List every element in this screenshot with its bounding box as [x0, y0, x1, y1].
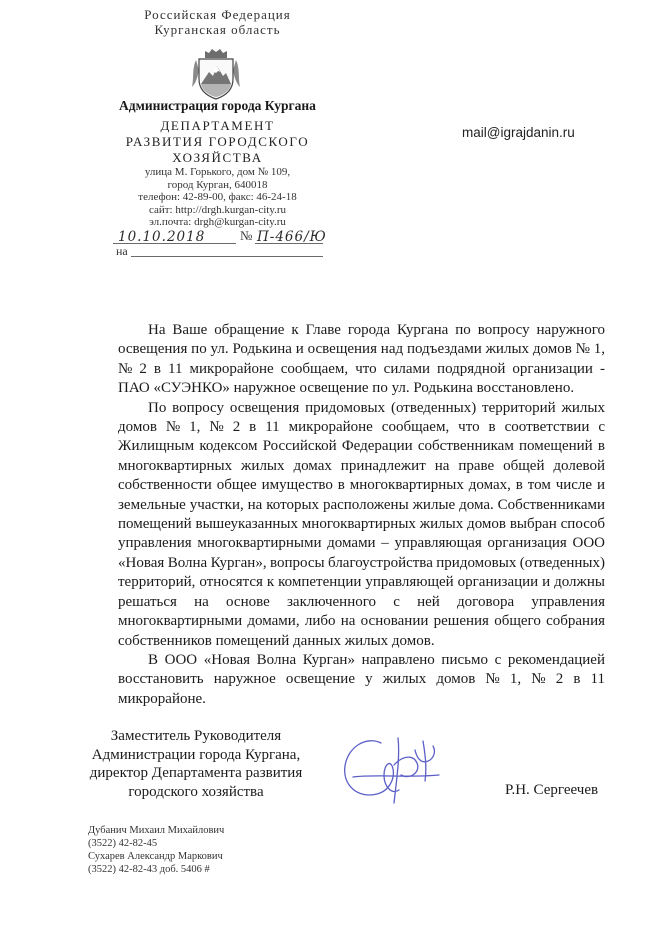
- paragraph-1: [118, 321, 605, 399]
- body-line: территорий, относятся к компетенции управляющей организации и должны: [118, 574, 605, 591]
- contact-site-line: сайт: http://drgh.kurgan-city.ru: [148, 204, 287, 216]
- body-line: собственности общее имущество в многоквартирных домах, в том числе и: [118, 477, 605, 494]
- executor-name: Сухарев Александр Маркович: [88, 851, 223, 862]
- administration-title: Администрация города Кургана: [119, 98, 316, 113]
- handwritten-date: 10.10.2018: [118, 229, 206, 245]
- department-title-line: ХОЗЯЙСТВА: [172, 150, 263, 165]
- signatory-title-line: Администрации города Кургана,: [91, 746, 301, 763]
- executor-contacts: [88, 824, 224, 876]
- body-line: На Ваше обращение к Главе города Кургана по вопросу наружного: [148, 322, 605, 338]
- executor-name: Дубанич Михаил Михайлович: [88, 825, 225, 836]
- letter-body: [118, 321, 605, 709]
- contact-email-line: эл.почта: drgh@kurgan-city.ru: [149, 216, 286, 228]
- date-field: [113, 228, 236, 244]
- body-line: № 2 в 11 микрорайоне сообщаем, что силами подрядной организации -: [118, 360, 605, 377]
- body-line: собственников помещений данных жилых домов.: [118, 632, 435, 649]
- department-title-line: ДЕПАРТАМЕНТ: [160, 118, 275, 133]
- body-line: многоквартирных жилых домах принадлежит на праве общей долевой: [118, 457, 605, 474]
- body-line: земельные участки, на которых расположены жилые дома. Собственниками: [118, 496, 605, 513]
- signatory-title-line: городского хозяйства: [128, 783, 264, 800]
- body-line: многоквартирными домами, либо на основании решения общего собрания: [118, 613, 605, 630]
- body-line: В ООО «Новая Волна Курган» направлено письмо с рекомендацией: [148, 651, 605, 668]
- signatory-title-line: директор Департамента развития: [89, 765, 303, 781]
- letterhead-country: Российская Федерация: [144, 7, 291, 22]
- coat-of-arms-icon: [190, 46, 242, 100]
- reply-to-label: на: [116, 244, 128, 258]
- department-title-line: РАЗВИТИЯ ГОРОДСКОГО: [125, 134, 310, 149]
- outgoing-number-field: [255, 228, 327, 245]
- paragraph-2: [118, 399, 605, 651]
- handwritten-signature-icon: [335, 733, 443, 807]
- body-line: освещения по ул. Родькина и освещения над подъездами жилых домов № 1,: [118, 341, 605, 358]
- handwritten-number: П-466/Ю: [257, 229, 327, 245]
- signatory-name: Р.Н. Сергеечев: [505, 782, 599, 798]
- body-line: домов № 1, № 2 в 11 микрорайоне сообщаем, что в соответствии с: [118, 419, 605, 436]
- executor-phone: (3522) 42-82-45: [88, 838, 158, 849]
- contact-phone-line: телефон: 42-89-00, факс: 46-24-18: [138, 191, 297, 203]
- signatory-title: [80, 727, 312, 801]
- letterhead-region: Курганская область: [154, 22, 281, 37]
- body-line: восстановить наружное освещение у жилых домов № 1, № 2 в 11: [118, 671, 605, 688]
- recipient-email: mail@igrajdanin.ru: [462, 125, 575, 140]
- body-line: решаться на основе заключенного с ней договора управления: [118, 593, 605, 610]
- address-line: город Курган, 640018: [167, 179, 268, 191]
- address-line: улица М. Горького, дом № 109,: [144, 166, 291, 178]
- executor-phone: (3522) 42-82-43 доб. 5406 #: [88, 864, 210, 875]
- body-line: микрорайоне.: [118, 690, 206, 707]
- body-line: «Новая Волна Курган», вопросы благоустройства придомовых (отведенных): [118, 554, 605, 571]
- reply-to-field: [131, 243, 323, 257]
- paragraph-3: [118, 651, 605, 709]
- signatory-title-line: Заместитель Руководителя: [110, 728, 282, 744]
- body-line: помещений вышеуказанных многоквартирных жилых домов выбран способ: [118, 516, 605, 533]
- body-line: управления многоквартирными домами – управляющая организация ООО: [118, 535, 605, 552]
- number-label: №: [240, 228, 253, 243]
- body-line: По вопросу освещения придомовых (отведенных) территорий жилых: [148, 399, 605, 416]
- body-line: ПАО «СУЭНКО» наружное освещение по ул. Родькина восстановлено.: [118, 380, 575, 397]
- body-line: Жилищным кодексом Российской Федерации собственникам помещений в: [118, 438, 605, 455]
